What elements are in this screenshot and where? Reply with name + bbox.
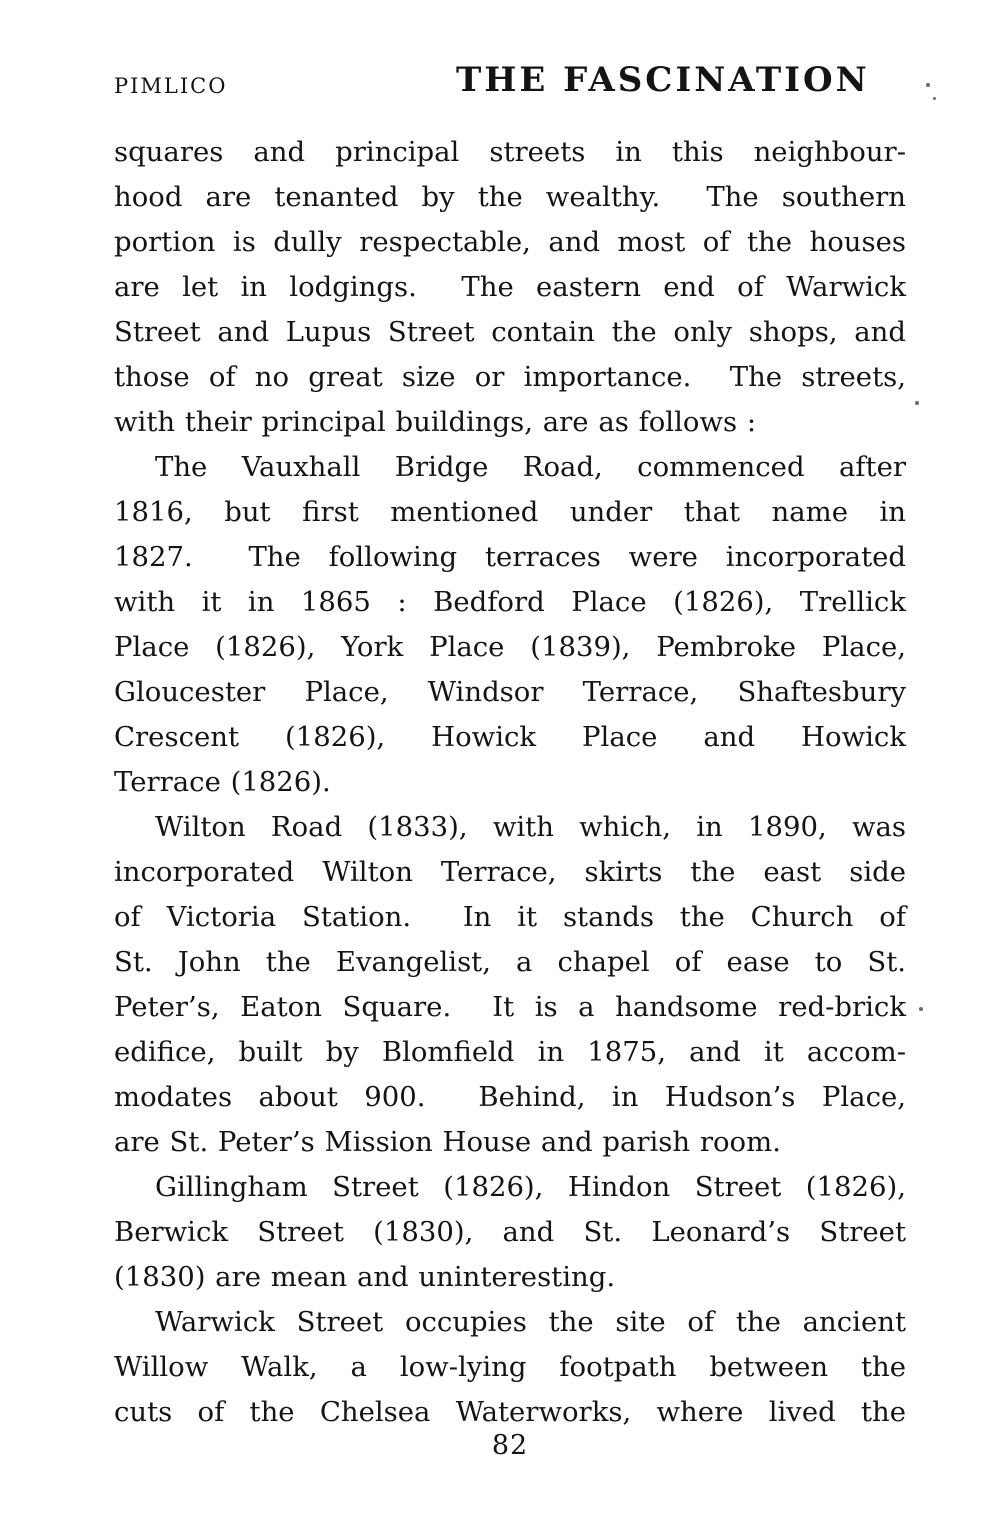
text-line: edifice, built by Blomfield in 1875, and it accom- <box>114 1036 906 1068</box>
text-line: with their principal buildings, are as follows : <box>114 406 757 438</box>
text-line: Warwick Street occupies the site of the ancient <box>155 1306 906 1338</box>
scan-speck <box>933 97 936 100</box>
text-line: hood are tenanted by the wealthy. The southern <box>114 181 906 213</box>
scan-speck <box>926 83 930 87</box>
text-line: Crescent (1826), Howick Place and Howick <box>114 721 906 753</box>
page-number: 82 <box>491 1430 529 1461</box>
text-line: Terrace (1826). <box>114 766 331 798</box>
text-line: portion is dully respectable, and most of the houses <box>114 226 906 258</box>
text-line: those of no great size or importance. The streets, <box>114 361 906 393</box>
text-line: of Victoria Station. In it stands the Church of <box>114 901 906 933</box>
text-line: 1827. The following terraces were incorporated <box>114 541 906 573</box>
text-line: St. John the Evangelist, a chapel of ease to St. <box>114 946 906 978</box>
running-head-section: PIMLICO <box>114 74 228 98</box>
text-line: Street and Lupus Street contain the only shops, and <box>114 316 906 348</box>
text-line: squares and principal streets in this neighbour- <box>114 136 906 168</box>
text-line: Berwick Street (1830), and St. Leonard’s Street <box>114 1216 906 1248</box>
text-line: incorporated Wilton Terrace, skirts the east side <box>114 856 906 888</box>
text-line: Wilton Road (1833), with which, in 1890, was <box>155 811 906 843</box>
text-line: are St. Peter’s Mission House and parish room. <box>114 1126 781 1158</box>
text-line: Gloucester Place, Windsor Terrace, Shaftesbury <box>114 676 906 708</box>
text-line: Gillingham Street (1826), Hindon Street (1826), <box>155 1171 906 1203</box>
text-line: The Vauxhall Bridge Road, commenced after <box>155 451 906 483</box>
scan-speck <box>915 401 919 405</box>
page-body <box>114 130 906 1435</box>
text-line: (1830) are mean and uninteresting. <box>114 1261 616 1293</box>
text-line: Place (1826), York Place (1839), Pembroke Place, <box>114 631 906 663</box>
text-line: modates about 900. Behind, in Hudson’s Place, <box>114 1081 906 1113</box>
text-line: cuts of the Chelsea Waterworks, where lived the <box>114 1396 906 1428</box>
text-line: Willow Walk, a low-lying footpath between the <box>114 1351 906 1383</box>
text-line: with it in 1865 : Bedford Place (1826), Trellick <box>114 586 906 618</box>
running-head-title: THE FASCINATION <box>456 60 870 100</box>
text-line: are let in lodgings. The eastern end of Warwick <box>114 271 906 303</box>
scan-speck <box>919 1007 923 1011</box>
text-line: 1816, but first mentioned under that name in <box>114 496 906 528</box>
text-line: Peter’s, Eaton Square. It is a handsome red-brick <box>114 991 906 1023</box>
